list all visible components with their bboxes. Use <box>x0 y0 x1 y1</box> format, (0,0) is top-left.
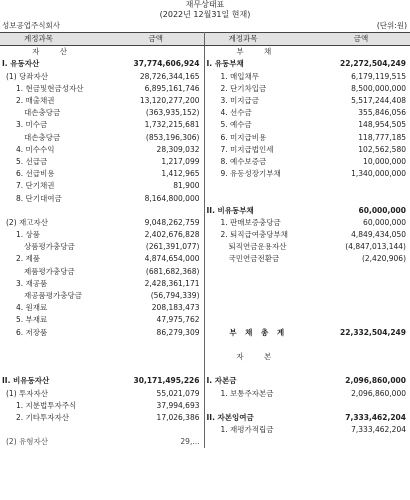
left-item-cell <box>0 363 108 375</box>
left-item-cell: 6. 선급비용 <box>16 169 55 179</box>
left-item-cell: II. 비유동자산 <box>2 376 50 386</box>
right-item-cell: 퇴직연금운용자산 <box>228 242 287 252</box>
right-item-cell: 자 본 <box>236 351 281 361</box>
left-amount-cell: 208,183,473 <box>108 302 204 314</box>
left-item-cell <box>0 339 108 351</box>
left-item-cell: 자 산 <box>32 47 76 57</box>
right-item-cell: 2. 단기차입금 <box>220 83 267 93</box>
left-amount-cell: (261,391,077) <box>108 241 204 253</box>
left-amount-header: 금액 <box>108 33 204 46</box>
right-amount-cell: (2,420,906) <box>361 254 406 264</box>
left-amount-cell: 17,026,386 <box>108 412 204 424</box>
left-amount-cell <box>108 46 204 59</box>
left-item-cell: 대손충당금 <box>24 132 61 142</box>
right-amount-cell: 22,332,504,249 <box>340 327 406 337</box>
right-item-cell <box>204 192 312 204</box>
right-amount-cell: 2,096,860,000 <box>351 388 406 398</box>
right-amount-cell <box>312 363 410 375</box>
left-item-cell: 6. 저장품 <box>16 327 48 337</box>
right-item-cell: 부 채 총 계 <box>229 327 288 337</box>
right-amount-cell: 7,333,462,204 <box>351 425 406 435</box>
right-amount-cell: 118,777,185 <box>358 132 406 142</box>
right-item-cell: 7. 미지급법인세 <box>220 144 274 154</box>
left-amount-cell: (853,196,306) <box>108 132 204 144</box>
table-row <box>0 83 410 95</box>
right-item-cell: 1. 판매보증충당금 <box>220 217 281 227</box>
left-amount-cell: 2,428,361,171 <box>108 278 204 290</box>
right-item-cell <box>204 266 312 278</box>
left-amount-cell <box>108 339 204 351</box>
right-amount-cell <box>312 302 410 314</box>
table-row <box>0 205 410 217</box>
table-row <box>0 363 410 375</box>
left-item-cell: (1) 당좌자산 <box>6 71 48 81</box>
right-amount-cell <box>312 400 410 412</box>
table-row <box>0 266 410 278</box>
table-row <box>0 71 410 83</box>
right-amount-cell <box>312 290 410 302</box>
right-item-cell: 1. 보통주자본금 <box>220 388 274 398</box>
right-amount-cell: 7,333,462,204 <box>345 412 406 422</box>
table-header-row <box>0 33 410 46</box>
left-item-cell: (1) 투자자산 <box>6 388 48 398</box>
table-row <box>0 278 410 290</box>
table-row <box>0 58 410 70</box>
right-amount-cell: (4,847,013,144) <box>345 242 406 252</box>
left-amount-cell: (681,682,368) <box>108 266 204 278</box>
right-item-cell: II. 자본잉여금 <box>206 412 254 422</box>
right-item-header: 계정과목 <box>204 33 312 46</box>
left-amount-cell: 86,279,309 <box>108 327 204 339</box>
left-amount-cell: 37,774,606,924 <box>108 58 204 70</box>
table-row <box>0 180 410 192</box>
right-item-cell: I. 유동부채 <box>206 59 244 69</box>
left-item-cell: 4. 원재료 <box>16 303 48 313</box>
right-item-cell <box>204 436 312 448</box>
company-name: 성보공업주식회사 <box>2 21 60 30</box>
table-row <box>0 290 410 302</box>
right-item-cell: 6. 미지급비용 <box>220 132 267 142</box>
right-amount-cell <box>312 266 410 278</box>
left-item-cell: 제품평가충당금 <box>24 266 75 276</box>
right-amount-cell: 4,849,434,050 <box>351 230 406 240</box>
right-item-cell <box>204 400 312 412</box>
table-row <box>0 95 410 107</box>
right-amount-cell: 5,517,244,408 <box>351 96 406 106</box>
right-amount-cell: 355,846,056 <box>358 108 406 118</box>
left-item-cell: 3. 재공품 <box>16 278 48 288</box>
right-amount-cell <box>312 314 410 326</box>
left-amount-cell: 6,895,161,746 <box>108 83 204 95</box>
right-item-cell <box>204 314 312 326</box>
right-amount-cell <box>312 46 410 59</box>
table-row <box>0 156 410 168</box>
left-amount-cell: (56,794,339) <box>108 290 204 302</box>
left-amount-cell: 8,164,800,000 <box>108 192 204 204</box>
table-row <box>0 339 410 351</box>
left-item-cell <box>0 205 108 217</box>
left-amount-cell: (363,935,152) <box>108 107 204 119</box>
left-amount-cell: 1,217,099 <box>108 156 204 168</box>
right-amount-cell: 2,096,860,000 <box>345 376 406 386</box>
right-amount-cell: 148,954,505 <box>358 120 406 130</box>
left-item-cell: 1. 상품 <box>16 230 41 240</box>
right-amount-cell: 6,179,119,515 <box>351 71 406 81</box>
left-item-cell: 재공품평가충당금 <box>24 291 82 301</box>
left-amount-cell: 37,994,693 <box>108 400 204 412</box>
table-row <box>0 436 410 448</box>
left-item-cell: 2. 제품 <box>16 254 41 264</box>
table-row <box>0 375 410 387</box>
table-row <box>0 192 410 204</box>
right-amount-cell: 8,500,000,000 <box>351 83 406 93</box>
table-row <box>0 327 410 339</box>
left-item-cell: I. 유동자산 <box>2 59 40 69</box>
right-amount-cell: 60,000,000 <box>358 205 406 215</box>
table-row <box>0 424 410 436</box>
left-amount-cell: 30,171,495,226 <box>108 375 204 387</box>
left-amount-cell <box>108 205 204 217</box>
right-item-cell: 1. 매입채무 <box>220 71 260 81</box>
table-row <box>0 132 410 144</box>
table-row <box>0 400 410 412</box>
table-row <box>0 144 410 156</box>
balance-sheet-table <box>0 32 410 448</box>
table-row <box>0 46 410 59</box>
left-amount-cell: 28,309,032 <box>108 144 204 156</box>
table-row <box>0 412 410 424</box>
right-item-cell <box>204 180 312 192</box>
table-row <box>0 217 410 229</box>
table-row <box>0 351 410 363</box>
right-item-cell: II. 비유동부채 <box>206 205 254 215</box>
document-title: 재무상태표 <box>185 0 225 9</box>
right-item-cell: 8. 예수보증금 <box>220 156 267 166</box>
table-row <box>0 253 410 265</box>
left-item-cell: 상품평가충당금 <box>24 242 75 252</box>
left-item-cell: 2. 매출채권 <box>16 96 55 106</box>
left-amount-cell <box>108 424 204 436</box>
left-amount-cell: 29,... <box>108 436 204 448</box>
left-item-cell: 3. 미수금 <box>16 120 48 130</box>
right-item-cell <box>204 339 312 351</box>
right-amount-cell: 1,340,000,000 <box>351 169 406 179</box>
right-item-cell <box>204 363 312 375</box>
left-item-cell: 4. 미수수익 <box>16 144 55 154</box>
right-item-cell: 5. 예수금 <box>220 120 252 130</box>
right-item-cell: 3. 미지급금 <box>220 96 260 106</box>
right-item-cell: 2. 퇴직급여충당부채 <box>220 230 288 240</box>
left-amount-cell <box>108 351 204 363</box>
right-item-cell: 부 채 <box>236 47 281 57</box>
left-item-cell: (2) 재고자산 <box>6 217 48 227</box>
left-amount-cell: 9,048,262,759 <box>108 217 204 229</box>
left-amount-cell: 28,726,344,165 <box>108 71 204 83</box>
left-item-cell: 1. 지분법투자주식 <box>16 400 77 410</box>
right-amount-cell: 102,562,580 <box>358 144 406 154</box>
right-amount-cell <box>312 192 410 204</box>
right-item-cell <box>204 290 312 302</box>
right-item-cell: 1. 재평가적립금 <box>220 425 274 435</box>
table-row <box>0 119 410 131</box>
left-item-cell: 2. 기타투자자산 <box>16 412 70 422</box>
table-row <box>0 107 410 119</box>
left-item-cell <box>0 351 108 363</box>
left-amount-cell: 55,021,079 <box>108 387 204 399</box>
right-amount-cell <box>312 339 410 351</box>
right-amount-cell: 10,000,000 <box>363 156 406 166</box>
right-amount-header: 금액 <box>312 33 410 46</box>
left-amount-cell: 13,120,277,200 <box>108 95 204 107</box>
left-amount-cell: 47,975,762 <box>108 314 204 326</box>
right-item-cell <box>204 278 312 290</box>
right-item-cell: I. 자본금 <box>206 376 237 386</box>
left-item-cell <box>0 424 108 436</box>
right-amount-cell <box>312 180 410 192</box>
left-item-cell: (2) 유형자산 <box>6 437 48 447</box>
left-item-cell: 5. 선급금 <box>16 156 48 166</box>
right-item-cell <box>204 302 312 314</box>
right-item-cell: 국민연금전환금 <box>228 254 280 264</box>
table-row <box>0 241 410 253</box>
left-item-cell: 8. 단기대여금 <box>16 193 62 203</box>
left-item-cell: 5. 부재료 <box>16 315 48 325</box>
document-subtitle: (2022년 12월31일 현재) <box>159 10 251 19</box>
left-item-cell: 1. 현금및현금성자산 <box>16 83 84 93</box>
right-item-cell: 4. 선수금 <box>220 108 252 118</box>
left-amount-cell: 2,402,676,828 <box>108 229 204 241</box>
table-row <box>0 314 410 326</box>
right-amount-cell <box>312 351 410 363</box>
unit-label: (단위:원) <box>376 21 407 30</box>
right-amount-cell: 60,000,000 <box>363 217 406 227</box>
right-amount-cell: 22,272,504,249 <box>340 59 406 69</box>
table-row <box>0 229 410 241</box>
table-row <box>0 387 410 399</box>
left-amount-cell: 1,732,215,681 <box>108 119 204 131</box>
left-amount-cell: 1,412,965 <box>108 168 204 180</box>
left-item-cell: 대손충당금 <box>24 108 61 118</box>
left-item-cell: 7. 단기채권 <box>16 181 55 191</box>
table-row <box>0 168 410 180</box>
left-amount-cell: 81,900 <box>108 180 204 192</box>
left-amount-cell <box>108 363 204 375</box>
right-amount-cell <box>312 278 410 290</box>
right-item-cell: 9. 유동성장기부채 <box>220 169 281 179</box>
table-row <box>0 302 410 314</box>
left-amount-cell: 4,874,654,000 <box>108 253 204 265</box>
right-amount-cell <box>312 436 410 448</box>
left-item-header: 계정과목 <box>0 33 108 46</box>
